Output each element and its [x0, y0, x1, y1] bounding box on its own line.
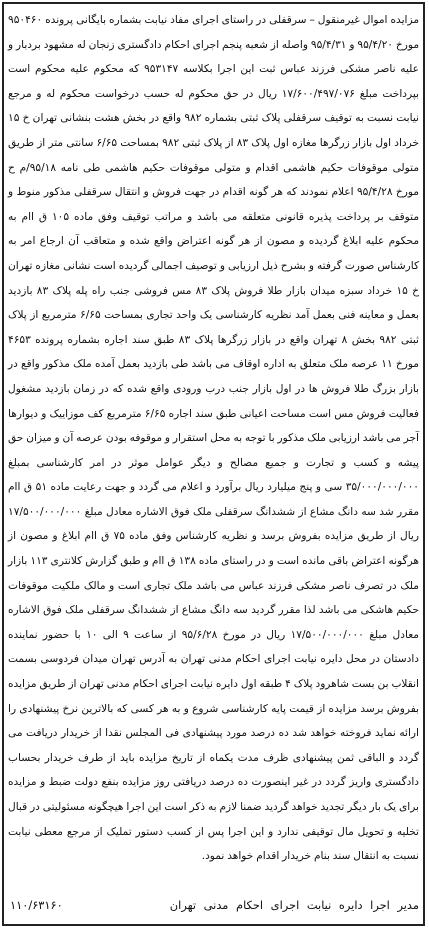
signature-line: مدیر اجرا دایره نیابت اجرای احکام مدنی تهران: [169, 898, 419, 912]
notice-footer: [10, 894, 419, 916]
notice-body: مزایده اموال غیرمنقول – سرقفلی در راستای اجرای مفاد نیابت بشماره بایگانی پرونده ۹۵۰۴۶۰ مورخ ۹۵/۴/۲۰ و ۹۵/۴/۳۱ واصله از شعبه پنجم اجرای احکام دادگستری زنجان له مشهود بردبار و علیه ناصر مشکی فرزند عباس ثبت این اجرا بکلاسه ۹۵۳۱۴۷ که محکوم علیه محکوم است بپرداخت مبلغ ۱۷/۶۰۰/۴۹۷/۰۷۶ ریال در حق محکوم له حسب درخواست محکوم له و مرجع نیابت نسبت به توقیف سرقفلی پلاک ثبتی بشماره ۹۸۲ واقع در بخش هشت بنشانی تهران خ ۱۵ خرداد اول بازار زرگرها مغازه اول پلاک ۸۳ از پلاک ثبتی ۹۸۲ بمساحت ۶/۶۵ سانتی متر از طریق متولی موقوفات حکیم هاشمی اقدام و متولی موقوفات حکیم هاشمی طی نامه ۹۵/۱۸/م ح مورخ ۹۵/۴/۲۸ اعلام نمودند که هر گونه اقدام در جهت فروش و انتقال سرقفلی مذکور منوط و متوقف بر پرداخت پذیره قانونی متعلقه می باشد و مراتب توقیف وفق ماده ۱۰۵ ق اام به محکوم علیه ابلاغ گردیده و مصون از هر گونه اعتراض واقع شده و متعاقب آن ارجاع امر به کارشناس صورت گرفته و بشرح ذیل ارزیابی و توصیف اجمالی گردیده است نشانی مغازه تهران خ ۱۵ خرداد سبزه میدان بازار طلا فروش پلاک ۸۳ مس فروشی جنب راه پله پلاک ۸۳ بازدید بعمل و معاینه فنی بعمل آمد نظریه کارشناسی یک واحد تجاری بمساحت ۶/۶۵ مترمربع از پلاک ثبتی ۹۸۲ بخش ۸ تهران واقع در بازار زرگرها پلاک ۸۳ طبق سند اجاره بشماره پرونده ۴۶۵۳ مورخ ۱۱ عرصه ملک متعلق به اداره اوقاف می باشد طی بازدید بعمل آمده ملک مذکور واقع در بازار بزرگ طلا فروش ها در اول بازار جنب درب ورودی واقع شده که در زمان بازدید مشغول فعالیت فروش مس است مساحت اعیانی طبق سند اجاره ۶/۶۵ مترمربع کف موزاییک و دیوارها آجر می باشد ارزیابی ملک مذکور با توجه به محل استقرار و موقوفه بودن عرصه آن و میزان حق پیشه و کسب و تجارت و جمیع مصالح و دیگر عوامل موثر در امر کارشناسی بمبلغ ۳۵/۰۰۰/۰۰۰/۰۰۰ سی و پنج میلیارد ریال برآورد و اعلام می گردد و جهت رعایت ماده ۵۱ ق اام مقرر شد سه دانگ مشاع از ششدانگ سرقفلی ملک فوق الاشاره معادل مبلغ ۱۷/۵۰۰/۰۰۰/۰۰۰ ریال از طریق مزایده بفروش برسد و نظریه کارشناس وفق ماده ۷۵ ق اام ابلاغ و مصون از هرگونه اعتراض باقی مانده است و در راستای ماده ۱۳۸ ق اام و طبق گزارش کلانتری ۱۱۳ بازار ملک در تصرف ناصر مشکی فرزند عباس می باشد ملک تجاری است و مالک ملکیت موقوفات حکیم هاشکی می باشد لذا مقرر گردید سه دانگ مشاع از ششدانگ سرقفلی ملک فوق الاشاره معادل مبلغ ۱۷/۵۰۰/۰۰۰/۰۰۰ ریال در مورخ ۹۵/۶/۲۸ از ساعت ۹ الی ۱۰ با حضور نماینده دادستان در محل دایره نیابت اجرای احکام مدنی تهران به آدرس تهران میدان فردوسی بسمت انقلاب بن بست شاهرود پلاک ۴ طبقه اول دایره نیابت اجرای احکام مدنی تهران از طریق مزایده بفروش برسد مزایده از قیمت پایه کارشناسی شروع و به هر کسی که بالاترین نرخ پیشنهادی را ارائه نماید فروخته خواهد شد ده درصد مورد پیشنهادی فی المجلس نقدا از خریدار دریافت می گردد و الباقی ثمن پیشنهادی ظرف مدت یکماه از تاریخ مزایده باید از طرف خریدار بحساب دادگستری واریز گردد در غیر اینصورت ده درصد دریافتی روز مزایده بنفع دولت ضبط و مزایده برای یک بار دیگر تجدید خواهد گردید ضمنا لازم به ذکر است این اجرا هیچگونه مسئولیتی در قبال تخلیه و تحویل مال توقیفی ندارد و این اجرا پس از کسب دستور تملیک از مرجع معطی نیابت نسبت به انتقال سند بنام خریدار اقدام خواهد نمود.: [8, 14, 420, 863]
reference-number: ۱۱۰/۶۳۱۶۰: [10, 898, 63, 912]
